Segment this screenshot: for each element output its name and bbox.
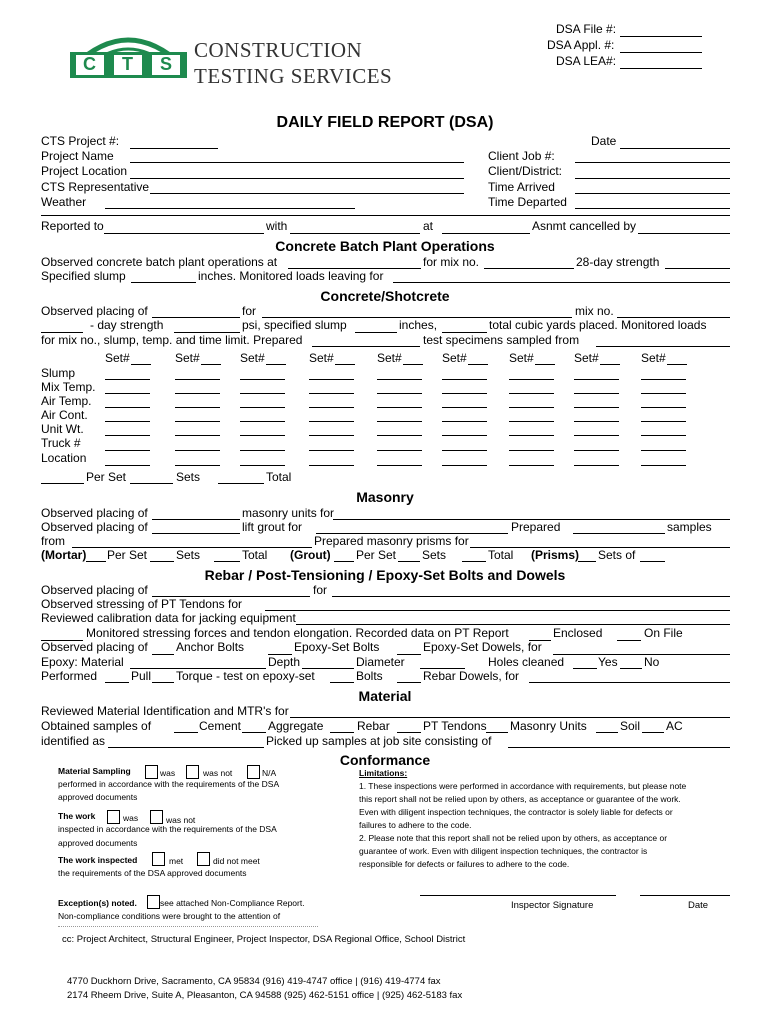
concrete-placing-field[interactable] xyxy=(152,317,240,318)
test-value-field[interactable] xyxy=(509,450,554,451)
pt-tendons-label: PT Tendons xyxy=(423,719,487,733)
test-value-field[interactable] xyxy=(377,379,422,380)
project-location-label: Project Location xyxy=(41,164,128,178)
pull-field[interactable] xyxy=(105,682,129,683)
mtr-review-field[interactable] xyxy=(290,717,730,718)
mortar-perset-field[interactable] xyxy=(86,561,106,562)
mortar-total-field[interactable] xyxy=(214,561,240,562)
concrete-monitor-label: for mix no., slump, temp. and time limit. Prepared xyxy=(41,333,303,347)
rebar-for-field[interactable] xyxy=(332,596,730,597)
time-departed-label: Time Departed xyxy=(488,195,567,209)
company-logo xyxy=(66,22,191,84)
grout-placing-field[interactable] xyxy=(152,533,240,534)
row-label-air-cont: Air Cont. xyxy=(41,408,88,422)
set-number-field[interactable] xyxy=(468,364,488,365)
test-value-field[interactable] xyxy=(105,407,150,408)
work-label xyxy=(58,811,95,821)
total-field[interactable] xyxy=(218,483,264,484)
set-number-field[interactable] xyxy=(131,364,151,365)
row-label-truck: Truck # xyxy=(41,436,81,450)
cement-label: Cement xyxy=(199,719,242,733)
test-value-field[interactable] xyxy=(641,407,686,408)
test-value-field[interactable] xyxy=(105,450,150,451)
project-name-label: Project Name xyxy=(41,149,114,163)
test-value-field[interactable] xyxy=(105,465,150,466)
depth-label: Depth xyxy=(268,655,301,669)
test-value-field[interactable] xyxy=(442,379,487,380)
mortar-total-label: Total xyxy=(242,548,268,562)
test-value-field[interactable] xyxy=(641,450,686,451)
test-value-field[interactable] xyxy=(442,407,487,408)
company-name-line2: TESTING SERVICES xyxy=(194,64,393,88)
masonry-placing-field[interactable] xyxy=(152,519,240,520)
test-value-field[interactable] xyxy=(442,450,487,451)
client-district-field[interactable] xyxy=(575,178,730,179)
logo-letter-c: C xyxy=(83,54,96,74)
masonry-units-sample-field[interactable] xyxy=(486,732,508,733)
bolts-label: Bolts xyxy=(356,669,383,683)
test-value-field[interactable] xyxy=(574,450,619,451)
set-number-field[interactable] xyxy=(667,364,687,365)
batch-loads-label: inches. Monitored loads leaving for xyxy=(198,269,384,283)
test-value-field[interactable] xyxy=(574,435,619,436)
test-value-field[interactable] xyxy=(175,393,220,394)
mortar-sets-label: Sets xyxy=(176,548,201,562)
set-number-field[interactable] xyxy=(535,364,555,365)
test-value-field[interactable] xyxy=(377,435,422,436)
grout-sets-label: Sets xyxy=(422,548,447,562)
work-was-checkbox[interactable] xyxy=(107,810,120,824)
set-number-label: Set# xyxy=(175,351,200,365)
limitations-line: guarantee of work. Even with diligent inspection techniques, the contractor is xyxy=(359,846,648,856)
set-number-label: Set# xyxy=(240,351,265,365)
concrete-inches-label: inches, xyxy=(399,318,438,332)
masonry-prepared-field[interactable] xyxy=(573,533,665,534)
test-value-field[interactable] xyxy=(574,393,619,394)
at-label: at xyxy=(423,219,434,233)
per-set-label: Per Set xyxy=(86,470,127,484)
insp-didnot-checkbox[interactable] xyxy=(197,852,210,866)
test-value-field[interactable] xyxy=(240,450,285,451)
client-job-field[interactable] xyxy=(575,162,730,163)
per-set-field[interactable] xyxy=(41,483,84,484)
test-value-field[interactable] xyxy=(309,421,354,422)
test-value-field[interactable] xyxy=(574,465,619,466)
ms-wasnot-checkbox[interactable] xyxy=(186,765,199,779)
work-label-text: The work xyxy=(58,811,96,821)
dsa-lea-field[interactable] xyxy=(620,68,702,69)
diameter-label: Diameter xyxy=(356,655,405,669)
test-value-field[interactable] xyxy=(377,407,422,408)
set-number-field[interactable] xyxy=(266,364,286,365)
soil-label: Soil xyxy=(620,719,641,733)
test-value-field[interactable] xyxy=(509,435,554,436)
soil-field[interactable] xyxy=(596,732,618,733)
test-value-field[interactable] xyxy=(240,421,285,422)
masonry-samples-label: samples xyxy=(667,520,712,534)
divider xyxy=(41,215,730,216)
set-number-field[interactable] xyxy=(600,364,620,365)
set-number-label: Set# xyxy=(509,351,534,365)
batch-strength-field[interactable] xyxy=(665,268,730,269)
test-value-field[interactable] xyxy=(377,393,422,394)
address-pleasanton: 2174 Rheem Drive, Suite A, Pleasanton, CA 94588 (925) 462-5151 office | (925) 462-5183 fax xyxy=(67,990,463,1001)
masonry-heading: Masonry xyxy=(356,489,414,505)
test-value-field[interactable] xyxy=(175,379,220,380)
limitations-line: 2. Please note that this report shall not be relied upon by others, as acceptance or xyxy=(359,833,668,843)
test-value-field[interactable] xyxy=(641,393,686,394)
insp-met-label: met xyxy=(169,856,184,866)
test-value-field[interactable] xyxy=(240,407,285,408)
dsa-file-field[interactable] xyxy=(620,36,702,37)
aggregate-field[interactable] xyxy=(242,732,266,733)
weather-field[interactable] xyxy=(105,208,355,209)
batch-slump-label: Specified slump xyxy=(41,269,126,283)
monitored-stressing-label: Monitored stressing forces and tendon elongation. Recorded data on PT Report xyxy=(86,626,509,640)
grout-perset-label: Per Set xyxy=(356,548,397,562)
batch-line1-text: Observed concrete batch plant operations at xyxy=(41,255,278,269)
calibration-field[interactable] xyxy=(296,624,730,625)
work-was-label: was xyxy=(123,813,139,823)
aggregate-label: Aggregate xyxy=(268,719,324,733)
grout-sets-field[interactable] xyxy=(398,561,420,562)
project-location-field[interactable] xyxy=(130,178,464,179)
work-wasnot-label: was not xyxy=(166,815,196,825)
concrete-placing-label: Observed placing of xyxy=(41,304,148,318)
date-label: Date xyxy=(591,134,617,148)
cts-rep-label: CTS Representative xyxy=(41,180,150,194)
test-value-field[interactable] xyxy=(105,393,150,394)
set-number-label: Set# xyxy=(105,351,130,365)
masonry-units-label: masonry units for xyxy=(242,506,335,520)
insp-didnot-label: did not meet xyxy=(213,856,260,866)
cement-field[interactable] xyxy=(174,732,198,733)
exceptions-text: Exception(s) noted. xyxy=(58,898,137,908)
set-number-label: Set# xyxy=(442,351,467,365)
inspector-signature-label: Inspector Signature xyxy=(511,900,594,911)
address-sacramento: 4770 Duckhorn Drive, Sacramento, CA 95834 (916) 419-4747 office | (916) 419-4774 fax xyxy=(67,976,441,987)
prisms-count-field[interactable] xyxy=(578,561,596,562)
limitations-line: failures to adhere to the code. xyxy=(359,820,472,830)
calibration-label: Reviewed calibration data for jacking equipment xyxy=(41,611,296,625)
ms-was-label: was xyxy=(160,768,176,778)
anchor-bolts-field[interactable] xyxy=(152,654,174,655)
test-value-field[interactable] xyxy=(377,450,422,451)
on-file-field[interactable] xyxy=(617,640,641,641)
rebar-dowels-label: Rebar Dowels, for xyxy=(423,669,520,683)
limitations-line: this report shall not be relied upon by others, as acceptance or guarantee of the work. xyxy=(359,794,681,804)
exceptions-checkbox[interactable] xyxy=(147,895,160,909)
picked-up-field[interactable] xyxy=(508,747,730,748)
yes-label: Yes xyxy=(598,655,618,669)
test-value-field[interactable] xyxy=(175,465,220,466)
signature-date-label: Date xyxy=(688,900,709,911)
set-number-label: Set# xyxy=(641,351,666,365)
sets-label: Sets xyxy=(176,470,201,484)
test-value-field[interactable] xyxy=(442,421,487,422)
set-number-label: Set# xyxy=(309,351,334,365)
concrete-slump-field[interactable] xyxy=(355,332,397,333)
concrete-for-label: for xyxy=(242,304,257,318)
grout-total-field[interactable] xyxy=(462,561,486,562)
cts-project-label: CTS Project #: xyxy=(41,134,120,148)
ms-desc-line2: approved documents xyxy=(58,792,138,802)
ms-was-checkbox[interactable] xyxy=(145,765,158,779)
no-label: No xyxy=(644,655,660,669)
sets-field[interactable] xyxy=(130,483,173,484)
ms-wasnot-label: was not xyxy=(203,768,233,778)
cc-line: cc: Project Architect, Structural Engineer, Project Inspector, DSA Regional Office, School District xyxy=(62,934,466,945)
sets-of-field[interactable] xyxy=(640,561,665,562)
set-number-label: Set# xyxy=(377,351,402,365)
test-value-field[interactable] xyxy=(105,435,150,436)
epoxy-material-label: Epoxy: Material xyxy=(41,655,124,669)
ac-field[interactable] xyxy=(642,732,664,733)
test-value-field[interactable] xyxy=(509,421,554,422)
set-number-field[interactable] xyxy=(335,364,355,365)
test-value-field[interactable] xyxy=(175,435,220,436)
grout-total-label: Total xyxy=(488,548,514,562)
batch-strength-label: 28-day strength xyxy=(576,255,660,269)
sets-of-label: Sets of xyxy=(598,548,636,562)
performed-label: Performed xyxy=(41,669,98,683)
time-departed-field[interactable] xyxy=(575,208,730,209)
exceptions-label xyxy=(58,898,137,908)
samples-obtained-label: Obtained samples of xyxy=(41,719,152,733)
dsa-appl-field[interactable] xyxy=(620,52,702,53)
ac-label: AC xyxy=(666,719,683,733)
epoxy-bolts-label: Epoxy-Set Bolts xyxy=(294,640,380,654)
limitations-title-text: Limitations: xyxy=(359,768,408,778)
dsa-lea-label: DSA LEA#: xyxy=(556,54,617,68)
identified-as-field[interactable] xyxy=(108,747,264,748)
prisms-sets-label: (Prisms) xyxy=(531,548,580,562)
test-value-field[interactable] xyxy=(377,421,422,422)
on-file-label: On File xyxy=(644,626,683,640)
test-value-field[interactable] xyxy=(641,421,686,422)
test-value-field[interactable] xyxy=(509,407,554,408)
asnmt-cancelled-label: Asnmt cancelled by xyxy=(532,219,637,233)
test-value-field[interactable] xyxy=(309,450,354,451)
exceptions-see-label: see attached Non-Compliance Report. xyxy=(160,898,305,908)
pt-tendons-field[interactable] xyxy=(397,732,421,733)
test-value-field[interactable] xyxy=(509,465,554,466)
cts-project-field[interactable] xyxy=(130,148,218,149)
page-title: DAILY FIELD REPORT (DSA) xyxy=(276,114,494,131)
test-value-field[interactable] xyxy=(641,379,686,380)
reported-to-label: Reported to xyxy=(41,219,104,233)
row-label-unit-wt: Unit Wt. xyxy=(41,422,84,436)
work-inspected-text: The work inspected xyxy=(58,855,138,865)
anchor-bolts-label: Anchor Bolts xyxy=(176,640,245,654)
rebar-sample-label: Rebar xyxy=(357,719,390,733)
concrete-prepared-field[interactable] xyxy=(312,346,420,347)
concrete-yards-label: total cubic yards placed. Monitored loads xyxy=(489,318,707,332)
test-value-field[interactable] xyxy=(574,407,619,408)
asnmt-cancelled-field[interactable] xyxy=(638,233,730,234)
concrete-heading: Concrete/Shotcrete xyxy=(320,288,450,304)
company-name-line1: CONSTRUCTION xyxy=(194,38,363,62)
mortar-label: (Mortar) xyxy=(41,548,87,562)
batch-loads-field[interactable] xyxy=(393,282,730,283)
holes-yes-field[interactable] xyxy=(573,668,597,669)
set-number-label: Set# xyxy=(574,351,599,365)
client-job-label: Client Job #: xyxy=(488,149,555,163)
test-value-field[interactable] xyxy=(309,435,354,436)
batch-mix-label: for mix no. xyxy=(423,255,480,269)
test-value-field[interactable] xyxy=(175,450,220,451)
logo-letter-s: S xyxy=(160,54,173,74)
insp-desc: the requirements of the DSA approved documents xyxy=(58,868,247,878)
enclosed-label: Enclosed xyxy=(553,626,603,640)
time-arrived-label: Time Arrived xyxy=(488,180,555,194)
test-value-field[interactable] xyxy=(309,465,354,466)
set-number-field[interactable] xyxy=(201,364,221,365)
identified-as-label: identified as xyxy=(41,734,106,748)
masonry-units-sample-label: Masonry Units xyxy=(510,719,587,733)
test-value-field[interactable] xyxy=(240,435,285,436)
ms-desc-line1: performed in accordance with the requirements of the DSA xyxy=(58,779,280,789)
insp-met-checkbox[interactable] xyxy=(152,852,165,866)
test-value-field[interactable] xyxy=(309,393,354,394)
epoxy-dowels-for-field[interactable] xyxy=(553,654,730,655)
signature-date-field[interactable] xyxy=(640,895,730,896)
cts-rep-field[interactable] xyxy=(150,193,464,194)
test-value-field[interactable] xyxy=(105,379,150,380)
test-value-field[interactable] xyxy=(105,421,150,422)
masonry-placing-label: Observed placing of xyxy=(41,506,148,520)
picked-up-label: Picked up samples at job site consisting of xyxy=(266,734,492,748)
dsa-appl-label: DSA Appl. #: xyxy=(547,38,615,52)
batch-slump-field[interactable] xyxy=(131,282,196,283)
test-value-field[interactable] xyxy=(442,393,487,394)
project-name-field[interactable] xyxy=(130,162,464,163)
weather-label: Weather xyxy=(41,195,87,209)
rebar-sample-field[interactable] xyxy=(330,732,354,733)
bolts-field[interactable] xyxy=(330,682,354,683)
test-value-field[interactable] xyxy=(442,465,487,466)
limitations-line: 1. These inspections were performed in accordance with requirements, but please note xyxy=(359,781,687,791)
masonry-prepared-label: Prepared xyxy=(511,520,561,534)
test-value-field[interactable] xyxy=(574,421,619,422)
test-value-field[interactable] xyxy=(509,393,554,394)
mortar-perset-label: Per Set xyxy=(107,548,148,562)
reported-to-field[interactable] xyxy=(104,233,264,234)
masonry-from-label: from xyxy=(41,534,65,548)
rebar-placing-label: Observed placing of xyxy=(41,583,148,597)
anchor-placing-label: Observed placing of xyxy=(41,640,148,654)
prisms-label: Prepared masonry prisms for xyxy=(314,534,469,548)
test-value-field[interactable] xyxy=(377,465,422,466)
test-value-field[interactable] xyxy=(175,421,220,422)
mortar-sets-field[interactable] xyxy=(150,561,174,562)
work-inspected-label xyxy=(58,855,137,865)
work-desc-line1: inspected in accordance with the requirements of the DSA xyxy=(58,824,277,834)
row-label-slump: Slump xyxy=(41,366,76,380)
row-label-location: Location xyxy=(41,451,87,465)
pt-stressing-field[interactable] xyxy=(265,610,730,611)
exceptions-field[interactable] xyxy=(58,926,318,927)
ms-na-label: N/A xyxy=(262,768,277,778)
batch-plant-heading: Concrete Batch Plant Operations xyxy=(275,238,495,254)
test-value-field[interactable] xyxy=(442,435,487,436)
lift-grout-label: lift grout for xyxy=(242,520,303,534)
material-sampling-label xyxy=(58,766,131,776)
with-label: with xyxy=(266,219,288,233)
test-value-field[interactable] xyxy=(509,379,554,380)
holes-cleaned-label: Holes cleaned xyxy=(488,655,565,669)
inspector-signature-field[interactable] xyxy=(420,895,616,896)
batch-mix-field[interactable] xyxy=(484,268,574,269)
rebar-for-label: for xyxy=(313,583,328,597)
limitations-title xyxy=(359,768,407,778)
test-value-field[interactable] xyxy=(240,379,285,380)
test-value-field[interactable] xyxy=(641,435,686,436)
work-desc-line2: approved documents xyxy=(58,838,138,848)
test-value-field[interactable] xyxy=(309,379,354,380)
test-value-field[interactable] xyxy=(641,465,686,466)
torque-field[interactable] xyxy=(152,682,174,683)
test-value-field[interactable] xyxy=(574,379,619,380)
grout-placing-label: Observed placing of xyxy=(41,520,148,534)
epoxy-dowels-label: Epoxy-Set Dowels, for xyxy=(423,640,542,654)
ms-na-checkbox[interactable] xyxy=(247,765,260,779)
rebar-dowels-for-field[interactable] xyxy=(529,682,730,683)
at-field[interactable] xyxy=(442,233,530,234)
limitations-line: Even with diligent inspection techniques, the contractor is solely liable for defects or xyxy=(359,807,673,817)
material-sampling-text: Material Sampling xyxy=(58,766,131,776)
set-number-field[interactable] xyxy=(403,364,423,365)
limitations-line: responsible for defects or failures to adhere to the code. xyxy=(359,859,570,869)
work-wasnot-checkbox[interactable] xyxy=(150,810,163,824)
dsa-file-label: DSA File #: xyxy=(556,22,617,36)
time-arrived-field[interactable] xyxy=(575,193,730,194)
concrete-psi-label: psi, specified slump xyxy=(242,318,347,332)
client-district-label: Client/District: xyxy=(488,164,563,178)
torque-label: Torque - test on epoxy-set xyxy=(176,669,315,683)
pull-label: Pull xyxy=(131,669,152,683)
with-field[interactable] xyxy=(290,233,420,234)
test-value-field[interactable] xyxy=(309,407,354,408)
grout-label: (Grout) xyxy=(290,548,331,562)
row-label-air-temp: Air Temp. xyxy=(41,394,92,408)
exceptions-desc: Non-compliance conditions were brought to the attention of xyxy=(58,911,281,921)
concrete-sampled-field[interactable] xyxy=(596,346,730,347)
test-value-field[interactable] xyxy=(240,393,285,394)
concrete-sampled-label: test specimens sampled from xyxy=(423,333,580,347)
date-field[interactable] xyxy=(620,148,730,149)
row-label-mix-temp: Mix Temp. xyxy=(41,380,96,394)
concrete-day-strength-label: - day strength xyxy=(90,318,164,332)
rebar-dowels-field[interactable] xyxy=(397,682,421,683)
logo-letter-t: T xyxy=(122,54,133,74)
concrete-mixno-label: mix no. xyxy=(575,304,614,318)
conformance-heading: Conformance xyxy=(339,752,431,768)
test-value-field[interactable] xyxy=(240,465,285,466)
test-value-field[interactable] xyxy=(175,407,220,408)
holes-no-field[interactable] xyxy=(620,668,642,669)
material-heading: Material xyxy=(358,688,412,704)
pt-stressing-label: Observed stressing of PT Tendons for xyxy=(41,597,242,611)
total-label: Total xyxy=(266,470,292,484)
grout-perset-field[interactable] xyxy=(334,561,354,562)
rebar-heading: Rebar / Post-Tensioning / Epoxy-Set Bolts and Dowels xyxy=(204,567,566,583)
mtr-review-label: Reviewed Material Identification and MTR's for xyxy=(41,704,289,718)
